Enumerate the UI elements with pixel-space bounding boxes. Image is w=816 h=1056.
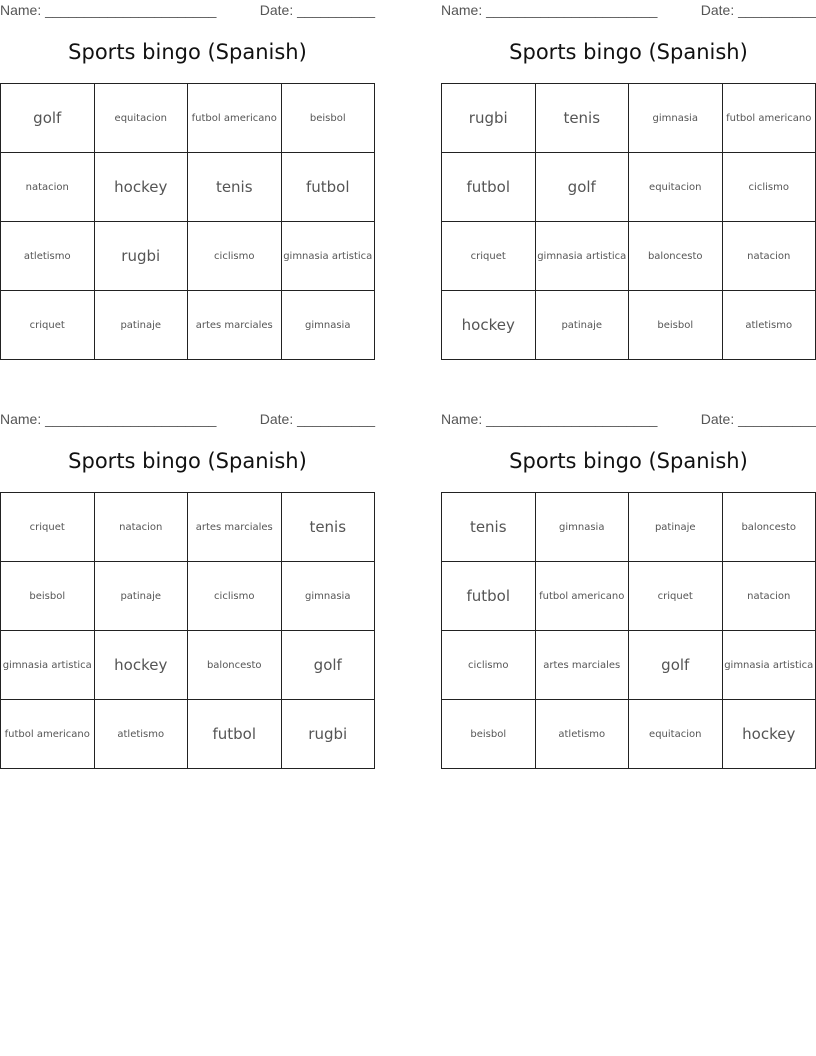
bingo-cell: golf xyxy=(281,631,375,700)
date-field: Date: __________ xyxy=(700,411,816,427)
name-line: ______________________ xyxy=(45,411,217,427)
date-line: __________ xyxy=(738,2,816,18)
bingo-cell: natacion xyxy=(94,493,188,562)
grid-row xyxy=(1,222,375,291)
bingo-cell: baloncesto xyxy=(629,222,723,291)
date-field: Date: __________ xyxy=(259,2,375,18)
bingo-cell: beisbol xyxy=(442,700,536,769)
bingo-cell: artes marciales xyxy=(188,493,282,562)
bingo-cell: hockey xyxy=(94,631,188,700)
bingo-cell: futbol americano xyxy=(188,84,282,153)
bingo-cell: criquet xyxy=(442,222,536,291)
bingo-grid xyxy=(441,492,816,769)
bingo-cell: ciclismo xyxy=(188,562,282,631)
card-header xyxy=(0,2,375,20)
bingo-cell: tenis xyxy=(442,493,536,562)
bingo-grid xyxy=(0,492,375,769)
bingo-cell: beisbol xyxy=(629,291,723,360)
grid-row xyxy=(442,562,816,631)
bingo-cell: ciclismo xyxy=(442,631,536,700)
bingo-cell: equitacion xyxy=(629,153,723,222)
bingo-cell: futbol xyxy=(442,153,536,222)
bingo-grid xyxy=(0,83,375,360)
bingo-cell: futbol americano xyxy=(722,84,816,153)
bingo-cell: natacion xyxy=(722,562,816,631)
name-field: Name: ______________________ xyxy=(0,2,217,18)
name-line: ______________________ xyxy=(45,2,217,18)
card-title: Sports bingo (Spanish) xyxy=(509,449,748,473)
name-field: Name: ______________________ xyxy=(0,411,217,427)
date-line: __________ xyxy=(297,411,375,427)
grid-row xyxy=(442,291,816,360)
name-field: Name: ______________________ xyxy=(441,411,658,427)
bingo-cell: tenis xyxy=(188,153,282,222)
bingo-cell: baloncesto xyxy=(722,493,816,562)
bingo-cell: gimnasia xyxy=(281,562,375,631)
bingo-cell: futbol xyxy=(442,562,536,631)
date-line: __________ xyxy=(738,411,816,427)
card-title: Sports bingo (Spanish) xyxy=(68,40,307,64)
grid-row xyxy=(1,562,375,631)
bingo-cell: patinaje xyxy=(94,291,188,360)
bingo-cell: natacion xyxy=(722,222,816,291)
grid-row xyxy=(442,493,816,562)
bingo-cell: tenis xyxy=(535,84,629,153)
bingo-cell: gimnasia artistica xyxy=(722,631,816,700)
grid-row xyxy=(1,493,375,562)
bingo-cell: golf xyxy=(1,84,95,153)
bingo-cell: rugbi xyxy=(281,700,375,769)
bingo-grid xyxy=(441,83,816,360)
grid-row xyxy=(442,631,816,700)
grid-row xyxy=(442,222,816,291)
bingo-cell: artes marciales xyxy=(535,631,629,700)
bingo-cell: patinaje xyxy=(535,291,629,360)
bingo-cell: baloncesto xyxy=(188,631,282,700)
bingo-cell: beisbol xyxy=(281,84,375,153)
bingo-cell: gimnasia xyxy=(535,493,629,562)
bingo-cell: patinaje xyxy=(94,562,188,631)
bingo-cell: patinaje xyxy=(629,493,723,562)
card-header xyxy=(0,411,375,429)
bingo-cell: hockey xyxy=(722,700,816,769)
bingo-cell: futbol americano xyxy=(1,700,95,769)
bingo-cell: equitacion xyxy=(94,84,188,153)
bingo-cell: criquet xyxy=(1,493,95,562)
bingo-cell: golf xyxy=(535,153,629,222)
bingo-cell: beisbol xyxy=(1,562,95,631)
name-line: ______________________ xyxy=(486,2,658,18)
date-field: Date: __________ xyxy=(259,411,375,427)
bingo-cell: criquet xyxy=(629,562,723,631)
name-line: ______________________ xyxy=(486,411,658,427)
bingo-cell: rugbi xyxy=(442,84,536,153)
bingo-cell: criquet xyxy=(1,291,95,360)
bingo-cell: equitacion xyxy=(629,700,723,769)
grid-row xyxy=(1,153,375,222)
bingo-cell: tenis xyxy=(281,493,375,562)
card-header xyxy=(441,2,816,20)
bingo-cell: hockey xyxy=(442,291,536,360)
bingo-cell: futbol americano xyxy=(535,562,629,631)
bingo-cell: futbol xyxy=(188,700,282,769)
bingo-cell: futbol xyxy=(281,153,375,222)
grid-row xyxy=(1,84,375,153)
card-title: Sports bingo (Spanish) xyxy=(509,40,748,64)
bingo-cell: golf xyxy=(629,631,723,700)
grid-row xyxy=(442,700,816,769)
name-field: Name: ______________________ xyxy=(441,2,658,18)
bingo-cell: ciclismo xyxy=(722,153,816,222)
grid-row xyxy=(1,700,375,769)
bingo-cell: atletismo xyxy=(722,291,816,360)
date-line: __________ xyxy=(297,2,375,18)
grid-row xyxy=(442,153,816,222)
bingo-cell: atletismo xyxy=(94,700,188,769)
bingo-cell: hockey xyxy=(94,153,188,222)
bingo-cell: atletismo xyxy=(1,222,95,291)
bingo-cell: natacion xyxy=(1,153,95,222)
bingo-cell: gimnasia xyxy=(629,84,723,153)
bingo-cell: atletismo xyxy=(535,700,629,769)
bingo-cell: gimnasia artistica xyxy=(281,222,375,291)
bingo-cell: artes marciales xyxy=(188,291,282,360)
bingo-cell: gimnasia artistica xyxy=(535,222,629,291)
bingo-cell: gimnasia xyxy=(281,291,375,360)
bingo-cell: gimnasia artistica xyxy=(1,631,95,700)
bingo-cell: ciclismo xyxy=(188,222,282,291)
grid-row xyxy=(1,631,375,700)
bingo-cell: rugbi xyxy=(94,222,188,291)
grid-row xyxy=(442,84,816,153)
card-header xyxy=(441,411,816,429)
card-title: Sports bingo (Spanish) xyxy=(68,449,307,473)
grid-row xyxy=(1,291,375,360)
date-field: Date: __________ xyxy=(700,2,816,18)
